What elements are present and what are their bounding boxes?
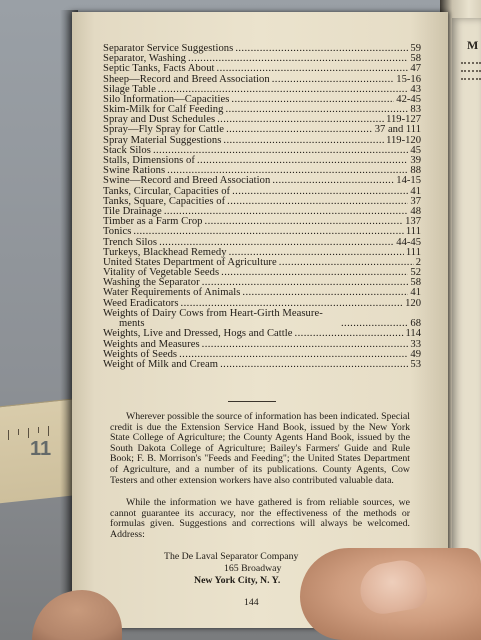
entry-page: 59 (410, 42, 421, 54)
entry-page: 119-120 (386, 134, 421, 146)
index-entry (103, 360, 421, 370)
entry-page: 37 (410, 195, 421, 207)
entry-page: 119-127 (386, 114, 421, 126)
entry-title (103, 309, 339, 329)
entry-page: 137 (405, 216, 421, 228)
dot-leader (279, 258, 414, 268)
entry-title: Vitality of Vegetable Seeds (103, 267, 220, 279)
entry-page: 2 (415, 256, 421, 268)
entry-title: Weights of Seeds (103, 348, 178, 360)
entry-title: Spray—Fly Spray for Cattle (103, 124, 225, 136)
entry-page: 42-45 (396, 93, 421, 105)
ruler-number: 11 (30, 438, 52, 460)
entry-page: 83 (410, 104, 421, 116)
entry-title: Timber as a Farm Crop (103, 216, 203, 228)
entry-title: Sheep—Record and Breed Association (103, 73, 270, 85)
entry-page: 120 (405, 297, 421, 309)
dot-leader (226, 125, 373, 135)
entry-page: 47 (410, 63, 421, 75)
entry-page: 52 (410, 267, 421, 279)
entry-title: Weight of Milk and Cream (103, 359, 219, 371)
entry-title: Spray and Dust Schedules (103, 114, 216, 126)
facing-page (452, 18, 481, 638)
entry-page: 45 (410, 144, 421, 156)
entry-title: Septic Tanks, Facts About (103, 63, 215, 75)
dot-leader (133, 227, 403, 237)
credits-paragraph: Wherever possible the source of information has been indicated. Special credit is due the Extension Service Hand Book, issued by the New York State College of Agriculture; the County Agents Hand Book, issued by the South Dakota College of Agriculture; Bailey's Farmers' Guide and Rule Book; F. B. Morrison's "Feeds and Feeding"; the United States Department of Agriculture, and a number of its publications. County Agents, Cow Testers and other extension workers have also contributed valuable data. (110, 411, 410, 486)
entry-title: Separator Service Suggestions (103, 42, 234, 54)
ruler-tick (38, 427, 39, 433)
dot-leader (341, 319, 408, 329)
entry-page: 111 (405, 246, 421, 258)
address-street: 165 Broadway (224, 563, 282, 574)
entry-title: United States Department of Agriculture (103, 256, 277, 268)
entry-page: 53 (410, 359, 421, 371)
dot-leader (217, 115, 384, 125)
index-list (103, 44, 421, 370)
facing-page-dots (461, 62, 481, 64)
entry-title: Tonics (103, 226, 132, 238)
entry-title: Weights and Measures (103, 338, 200, 350)
entry-page: 33 (410, 338, 421, 350)
entry-title: Trench Silos (103, 236, 158, 248)
facing-page-dots (461, 70, 481, 72)
address-city: New York City, N. Y. (194, 575, 281, 586)
entry-title: Tile Drainage (103, 205, 162, 217)
dot-leader (272, 75, 395, 85)
entry-title: Silage Table (103, 83, 156, 95)
facing-page-letter: M (467, 38, 479, 52)
entry-page: 14-15 (396, 175, 421, 187)
dot-leader (227, 197, 408, 207)
entry-page: 39 (410, 155, 421, 167)
entry-title-continuation: ments (119, 318, 145, 330)
entry-title: Tanks, Square, Capacities of (103, 195, 226, 207)
ruler-tick (18, 429, 19, 435)
entry-page: 88 (410, 165, 421, 177)
ruler-tick (28, 428, 29, 438)
entry-title: Turkeys, Blackhead Remedy (103, 246, 227, 258)
entry-page: 41 (410, 287, 421, 299)
section-divider (228, 401, 276, 402)
entry-page: 15-16 (396, 73, 421, 85)
dot-leader (295, 329, 404, 339)
dot-leader (223, 136, 384, 146)
entry-page: 114 (405, 328, 421, 340)
book-page (72, 12, 448, 628)
entry-title: Weed Eradicators (103, 297, 179, 309)
ruler-tick (48, 426, 49, 436)
entry-title-line: Weights of Dairy Cows from Heart-Girth Measure- (103, 308, 323, 320)
disclaimer-paragraph: While the information we have gathered is from reliable sources, we cannot guarantee its accuracy, nor the effectiveness of the methods or formulas given. Suggestions and corrections will always be welcomed. Address: (110, 497, 410, 540)
entry-title: Stack Silos (103, 144, 151, 156)
index-entry (103, 309, 421, 330)
entry-page: 111 (405, 226, 421, 238)
dot-leader (202, 340, 409, 350)
entry-page: 48 (410, 205, 421, 217)
entry-page: 43 (410, 83, 421, 95)
entry-title: Spray Material Suggestions (103, 134, 222, 146)
dot-leader (242, 288, 408, 298)
entry-page: 37 and 111 (374, 124, 421, 136)
entry-page: 68 (410, 318, 421, 330)
dot-leader (188, 54, 408, 64)
dot-leader (221, 268, 408, 278)
address-company: The De Laval Separator Company (164, 551, 299, 562)
dot-leader (235, 44, 408, 54)
dot-leader (197, 156, 408, 166)
page-number: 144 (244, 597, 259, 608)
entry-page: 58 (410, 53, 421, 65)
dot-leader (220, 360, 408, 370)
entry-title: Separator, Washing (103, 53, 186, 65)
dot-leader (225, 105, 408, 115)
entry-title: Swine—Record and Breed Association (103, 175, 271, 187)
entry-title: Tanks, Circular, Capacities of (103, 185, 231, 197)
entry-title: Swine Rations (103, 165, 166, 177)
facing-page-dots (461, 78, 481, 80)
entry-title: Skim-Milk for Calf Feeding (103, 104, 224, 116)
entry-title: Weights, Live and Dressed, Hogs and Cattle (103, 328, 293, 340)
dot-leader (232, 187, 408, 197)
entry-title: Water Requirements of Animals (103, 287, 241, 299)
entry-page: 44-45 (396, 236, 421, 248)
ruler-tick (8, 430, 9, 440)
index-entry (103, 217, 421, 227)
dot-leader (231, 95, 394, 105)
entry-title: Stalls, Dimensions of (103, 155, 195, 167)
entry-page: 58 (410, 277, 421, 289)
entry-title: Washing the Separator (103, 277, 200, 289)
entry-page: 49 (410, 348, 421, 360)
dot-leader (272, 176, 394, 186)
dot-leader (205, 217, 404, 227)
entry-page: 41 (410, 185, 421, 197)
entry-title: Silo Information—Capacities (103, 93, 230, 105)
